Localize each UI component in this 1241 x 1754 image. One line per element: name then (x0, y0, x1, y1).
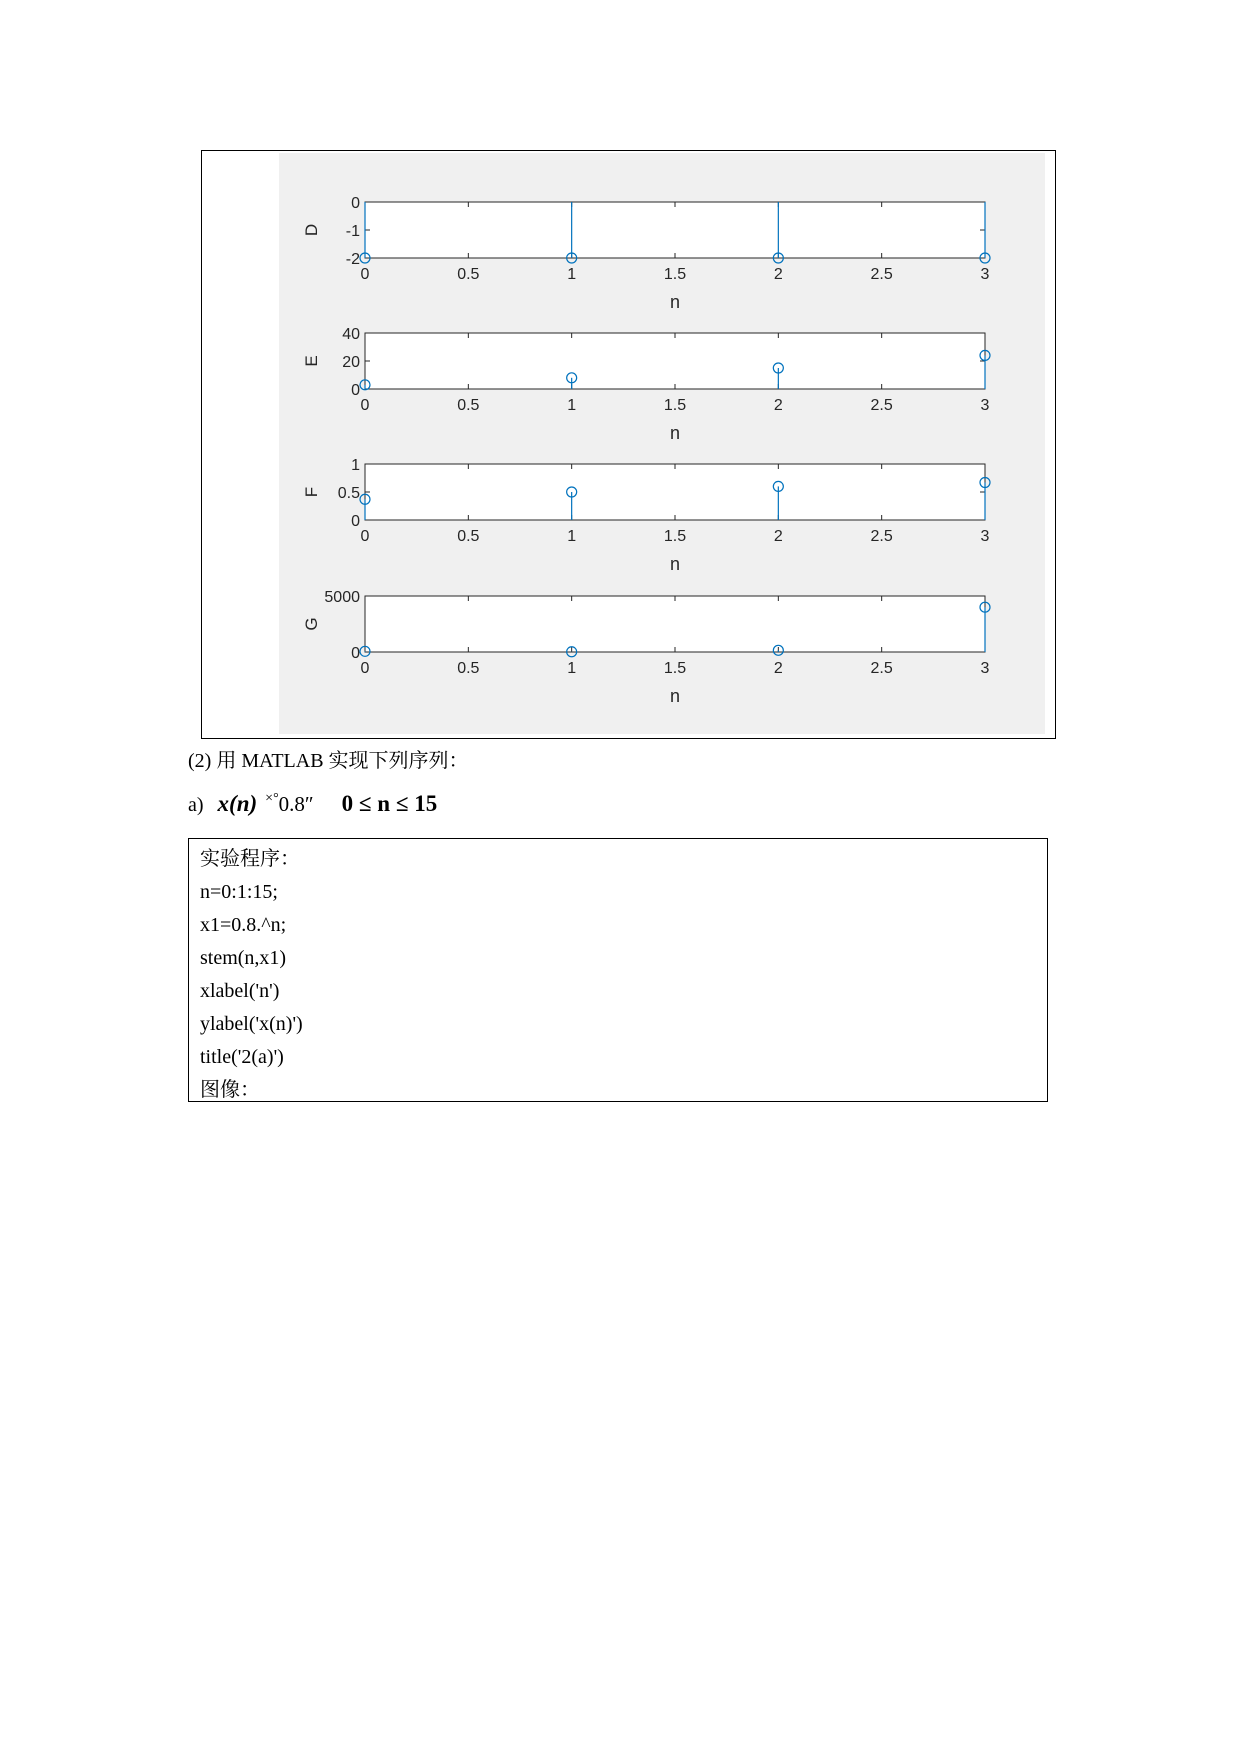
axes-E (365, 333, 985, 389)
x-tick-label: 0.5 (457, 397, 480, 414)
y-tick-label: 0 (351, 195, 360, 212)
y-tick-label: 40 (342, 326, 360, 343)
stem-plots (202, 151, 1054, 737)
x-tick-label: 2.5 (870, 397, 893, 414)
code-line: 实验程序： (200, 848, 300, 870)
x-tick-label: 1 (567, 266, 577, 283)
matlab-figure (201, 150, 1056, 739)
x-tick-label: 2 (773, 266, 783, 283)
code-line: n=0:1:15; (200, 881, 278, 903)
code-line: stem(n,x1) (200, 947, 287, 969)
y-axis-label: E (302, 355, 321, 367)
x-tick-label: 2 (773, 660, 783, 677)
y-tick-label: 0.5 (337, 485, 360, 502)
x-tick-label: 3 (980, 266, 990, 283)
x-tick-label: 0.5 (457, 660, 480, 677)
x-tick-label: 1.5 (663, 660, 687, 677)
code-line: xlabel('n') (200, 980, 280, 1002)
y-axis-label: D (302, 223, 321, 237)
code-line: ylabel('x(n)') (200, 1013, 303, 1035)
y-tick-label: 1 (351, 457, 360, 474)
x-tick-label: 1 (567, 397, 577, 414)
x-tick-label: 1.5 (663, 397, 687, 414)
y-axis-label: G (302, 617, 321, 631)
y-tick-label: -2 (345, 251, 360, 268)
x-tick-label: 1.5 (663, 266, 687, 283)
axes-D (365, 202, 985, 258)
formula-range: 0 ≤ n ≤ 15 (341, 791, 438, 816)
x-tick-label: 0.5 (457, 266, 480, 283)
x-tick-label: 2 (773, 528, 783, 545)
x-axis-label: n (669, 423, 681, 443)
x-axis-label: n (669, 554, 681, 574)
x-tick-label: 2 (773, 397, 783, 414)
code-line: title('2(a)') (200, 1046, 284, 1068)
y-tick-label: 20 (342, 354, 360, 371)
code-box (188, 838, 1048, 1102)
item-label: a) (188, 794, 204, 816)
x-tick-label: 2.5 (870, 528, 893, 545)
y-tick-label: 0 (351, 645, 360, 662)
y-tick-label: 0 (351, 513, 360, 530)
sequence-formula (188, 791, 437, 817)
y-tick-label: 5000 (324, 589, 360, 606)
x-axis-label: n (669, 686, 681, 706)
x-tick-label: 3 (980, 397, 990, 414)
x-tick-label: 0 (360, 660, 370, 677)
x-tick-label: 3 (980, 660, 990, 677)
axes-F (365, 464, 985, 520)
formula-base: 0.8″ (278, 792, 314, 816)
y-tick-label: -1 (345, 223, 360, 240)
x-tick-label: 0.5 (457, 528, 480, 545)
y-axis-label: F (302, 486, 321, 498)
x-tick-label: 0 (360, 266, 370, 283)
x-axis-label: n (669, 292, 681, 312)
x-tick-label: 1 (567, 528, 577, 545)
code-line: 图像： (200, 1079, 260, 1101)
x-tick-label: 2.5 (870, 266, 893, 283)
axes-G (365, 596, 985, 652)
y-tick-label: 0 (351, 382, 360, 399)
formula-expression: x(n) (217, 791, 258, 816)
formula-operator: ×° (265, 791, 279, 806)
x-tick-label: 1 (567, 660, 577, 677)
x-tick-label: 0 (360, 528, 370, 545)
x-tick-label: 2.5 (870, 660, 893, 677)
x-tick-label: 0 (360, 397, 370, 414)
x-tick-label: 3 (980, 528, 990, 545)
section-heading: (2) 用 MATLAB 实现下列序列： (188, 750, 469, 772)
x-tick-label: 1.5 (663, 528, 687, 545)
code-line: x1=0.8.^n; (200, 914, 287, 936)
